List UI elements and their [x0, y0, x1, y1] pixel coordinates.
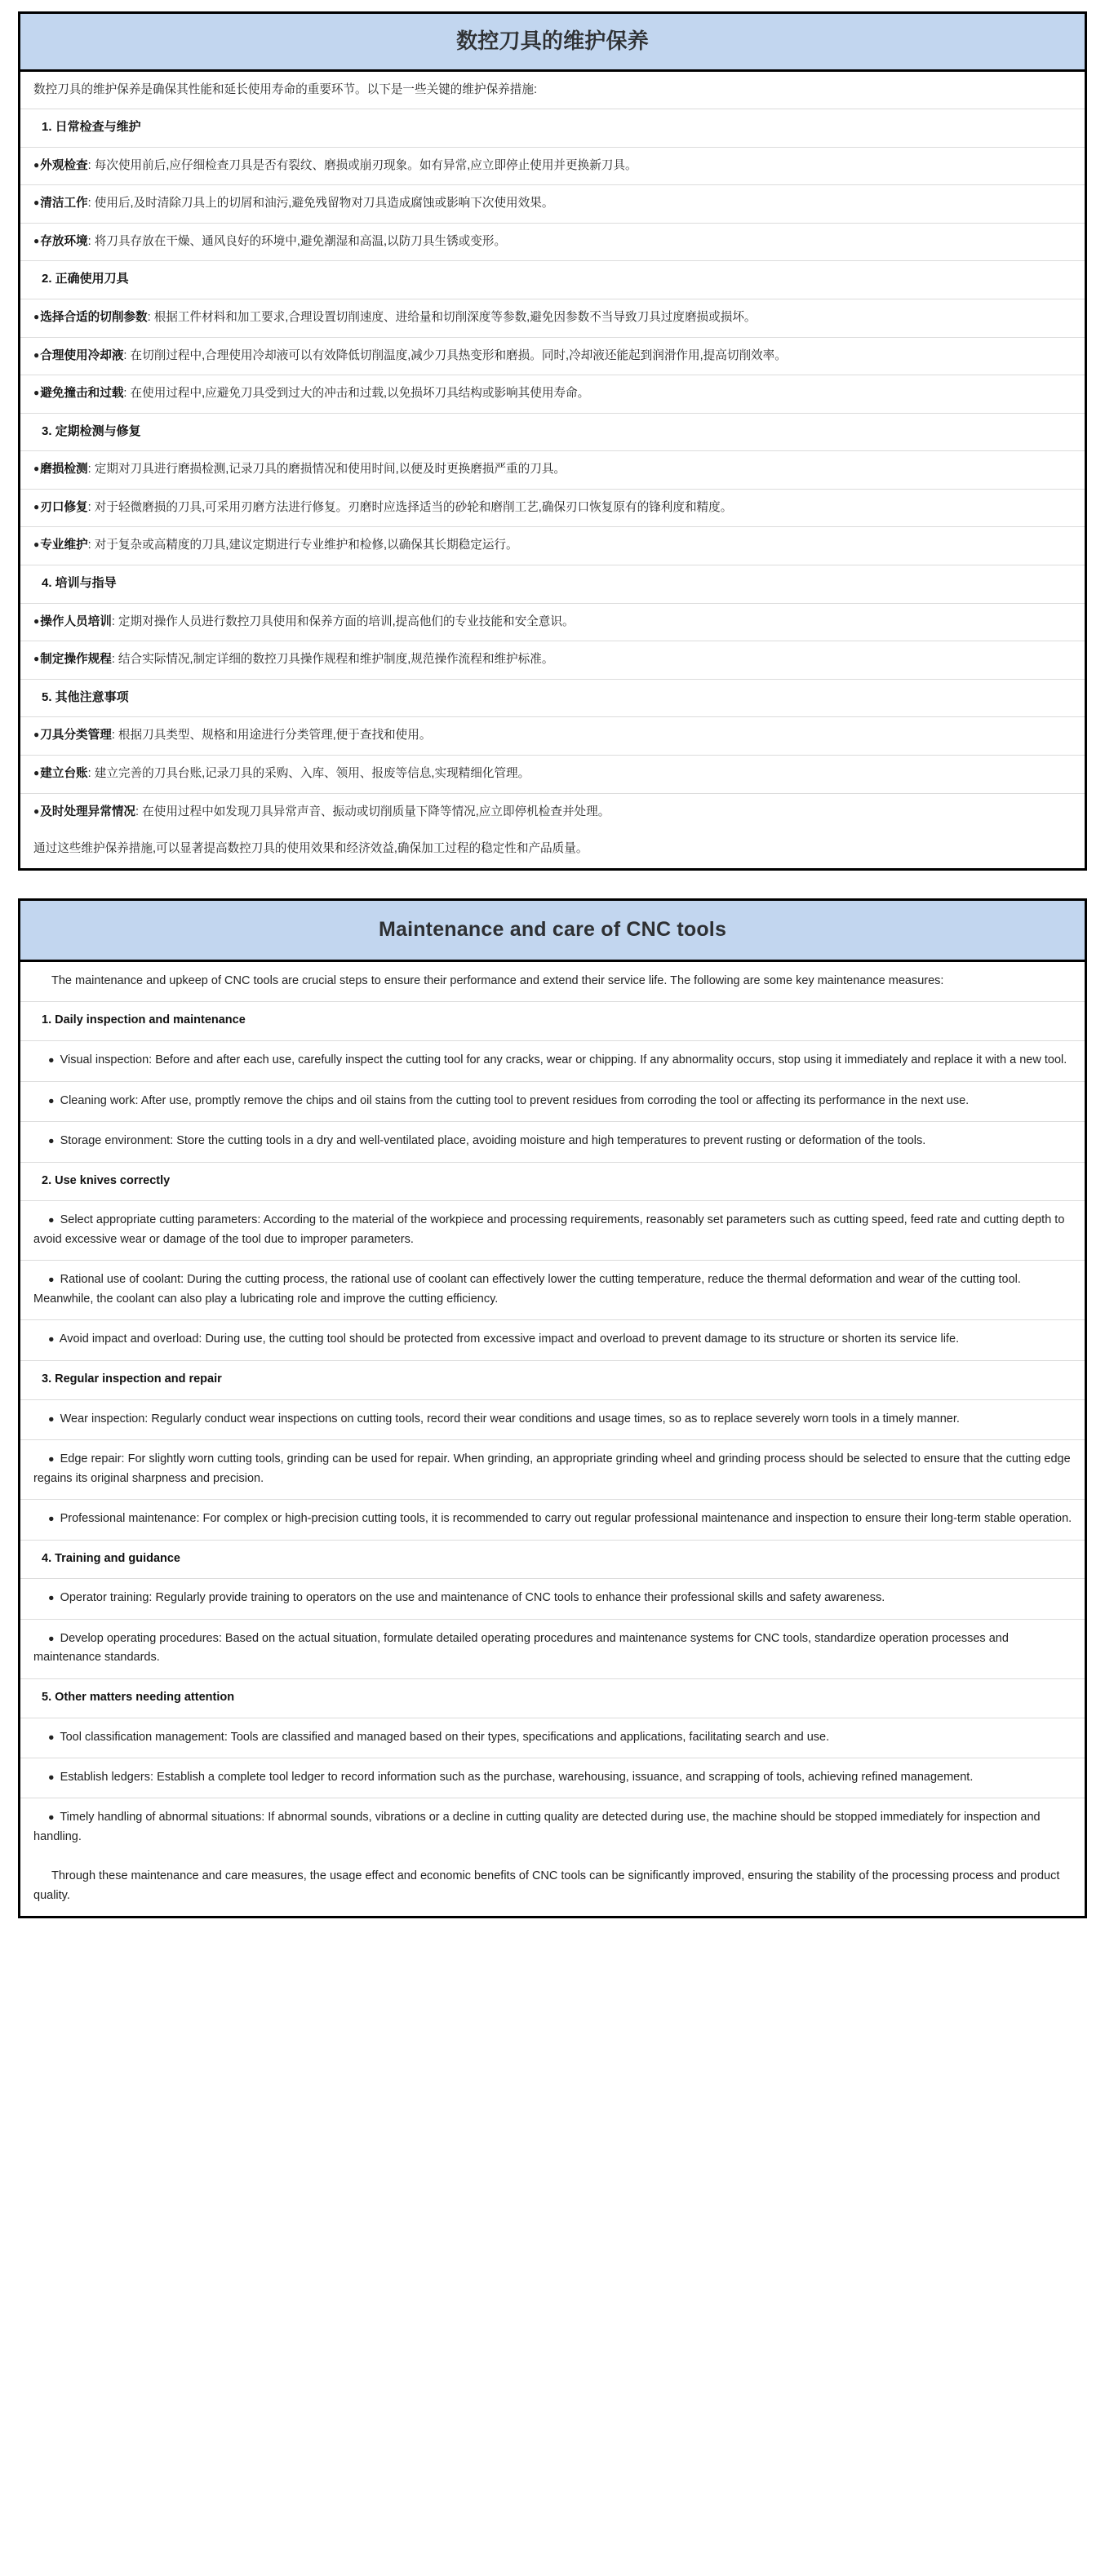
section-heading-row	[20, 261, 1085, 299]
bullet-row	[20, 1718, 1085, 1758]
bullet-text: : 在使用过程中,应避免刀具受到过大的冲击和过载,以免损坏刀具结构或影响其使用寿命。	[123, 387, 590, 401]
section-heading-row	[20, 1541, 1085, 1580]
bullet-label: 制定操作规程	[40, 653, 112, 667]
section-heading-row	[20, 565, 1085, 604]
chinese-article-panel	[18, 11, 1087, 871]
bullet-item	[33, 650, 1072, 669]
bullet-dot-icon: ●	[33, 197, 40, 209]
chinese-outro-row	[20, 831, 1085, 868]
bullet-dot-icon: ●	[33, 729, 40, 741]
bullet-dot-icon: ●	[33, 805, 40, 817]
bullet-text: : 建立完善的刀具台账,记录刀具的采购、入库、领用、报废等信息,实现精细化管理。	[87, 766, 530, 780]
bullet-text: Storage environment: Store the cutting tools in a dry and well-ventilated place, avoiding moisture and high temperatures to prevent rusting or deformation of the tools.	[56, 1134, 926, 1148]
bullet-text: Visual inspection: Before and after each use, carefully inspect the cutting tool for any cracks, wear or chipping. If any abnormality occurs, stop using it immediately and replace it with a new tool.	[56, 1053, 1067, 1067]
bullet-row	[20, 490, 1085, 528]
english-panel-header	[20, 901, 1085, 962]
bullet-text: : 使用后,及时清除刀具上的切屑和油污,避免残留物对刀具造成腐蚀或影响下次使用效果。	[87, 197, 554, 211]
bullet-item	[33, 1410, 1073, 1429]
bullet-text: Cleaning work: After use, promptly remove the chips and oil stains from the cutting tool to prevent residues from corroding the tool or affecting its performance in the next use.	[56, 1093, 970, 1107]
bullet-item	[33, 536, 1072, 555]
section-heading: 2. 正确使用刀具	[42, 272, 129, 286]
bullet-item	[33, 1092, 1073, 1111]
section-heading: 3. Regular inspection and repair	[42, 1372, 222, 1386]
bullet-dot-icon: ●	[33, 310, 40, 322]
chinese-panel-body	[20, 72, 1085, 868]
english-intro-row	[20, 962, 1085, 1002]
section-heading-row	[20, 109, 1085, 148]
bullet-dot-icon: ●	[33, 234, 40, 246]
bullet-item	[33, 1051, 1073, 1070]
bullet-text: Select appropriate cutting parameters: According to the material of the workpiece and processing requirements, reasonably set parameters such as cutting speed, feed rate and cutting depth to avoid excessive wear or damage of the tool due to improper parameters.	[33, 1213, 1065, 1246]
bullet-row	[20, 148, 1085, 186]
english-panel-body	[20, 962, 1085, 1916]
bullet-text: : 在切削过程中,合理使用冷却液可以有效降低切削温度,减少刀具热变形和磨损。同时,冷却液还能起到润滑作用,提高切削效率。	[123, 348, 787, 362]
bullet-text: Avoid impact and overload: During use, the cutting tool should be protected from excessive impact and overload to prevent damage to its structure or shorten its service life.	[56, 1332, 960, 1346]
bullet-label: 刀具分类管理	[40, 729, 112, 743]
bullet-item	[33, 308, 1072, 327]
bullet-label: 外观检查	[40, 158, 88, 172]
bullet-dot-icon: ●	[33, 387, 40, 399]
bullet-label: 专业维护	[40, 539, 88, 552]
bullet-item	[33, 765, 1072, 783]
bullet-label: 建立台账	[40, 766, 88, 780]
bullet-item	[33, 384, 1072, 403]
bullet-dot-icon: ●	[48, 1513, 55, 1525]
english-sections	[20, 1002, 1085, 1857]
bullet-row	[20, 1798, 1085, 1857]
bullet-dot-icon: ●	[48, 1632, 55, 1644]
bullet-row	[20, 1041, 1085, 1081]
bullet-row	[20, 604, 1085, 642]
bullet-item	[33, 460, 1072, 479]
bullet-dot-icon: ●	[48, 1731, 55, 1743]
bullet-row	[20, 375, 1085, 414]
english-intro-text: The maintenance and upkeep of CNC tools are crucial steps to ensure their performance and extend their service life. The following are some key maintenance measures:	[51, 974, 944, 987]
section-heading: 1. 日常检查与维护	[42, 120, 141, 135]
bullet-text: Rational use of coolant: During the cutting process, the rational use of coolant can effectively lower the cutting temperature, reduce the thermal deformation and wear of the cutting tool. Meanwhile, the coolant can also play a lubricating role and improve the cutting efficiency.	[33, 1273, 1021, 1306]
bullet-row	[20, 1620, 1085, 1679]
bullet-text: : 根据工件材料和加工要求,合理设置切削速度、进给量和切削深度等参数,避免因参数不当导致刀具过度磨损或损坏。	[147, 310, 757, 324]
bullet-dot-icon: ●	[33, 614, 40, 627]
bullet-text: : 将刀具存放在干燥、通风良好的环境中,避免潮湿和高温,以防刀具生锈或变形。	[87, 234, 507, 248]
bullet-text: Establish ledgers: Establish a complete tool ledger to record information such as the purchase, warehousing, issuance, and scrapping of tools, achieving refined management.	[56, 1770, 974, 1784]
english-article-panel	[18, 898, 1087, 1919]
section-heading: 4. 培训与指导	[42, 576, 117, 591]
section-heading-row	[20, 1163, 1085, 1202]
bullet-item	[33, 194, 1072, 213]
bullet-item	[33, 1728, 1073, 1747]
bullet-row	[20, 299, 1085, 338]
bullet-item	[33, 1589, 1073, 1607]
bullet-item	[33, 499, 1072, 517]
section-heading-row	[20, 680, 1085, 718]
chinese-intro-text: 数控刀具的维护保养是确保其性能和延长使用寿命的重要环节。以下是一些关键的维护保养措施:	[33, 82, 537, 96]
bullet-row	[20, 1440, 1085, 1500]
bullet-dot-icon: ●	[48, 1453, 55, 1465]
bullet-label: 刃口修复	[40, 500, 88, 514]
bullet-label: 及时处理异常情况	[40, 805, 136, 818]
bullet-item	[33, 1211, 1073, 1249]
bullet-row	[20, 1201, 1085, 1261]
bullet-item	[33, 1270, 1073, 1309]
section-heading: 4. Training and guidance	[42, 1551, 180, 1565]
bullet-label: 合理使用冷却液	[40, 348, 124, 362]
bullet-item	[33, 157, 1072, 175]
section-heading: 3. 定期检测与修复	[42, 423, 141, 438]
bullet-text: : 结合实际情况,制定详细的数控刀具操作规程和维护制度,规范操作流程和维护标准。	[111, 653, 554, 667]
bullet-text: : 对于复杂或高精度的刀具,建议定期进行专业维护和检修,以确保其长期稳定运行。	[87, 539, 518, 552]
bullet-dot-icon: ●	[48, 1094, 55, 1106]
bullet-row	[20, 527, 1085, 565]
bullet-dot-icon: ●	[48, 1214, 55, 1226]
section-heading: 5. Other matters needing attention	[42, 1690, 235, 1704]
bullet-text: : 定期对操作人员进行数控刀具使用和保养方面的培训,提高他们的专业技能和安全意识。	[111, 614, 575, 628]
bullet-dot-icon: ●	[33, 500, 40, 512]
bullet-dot-icon: ●	[48, 1135, 55, 1147]
bullet-item	[33, 803, 1072, 822]
section-heading: 2. Use knives correctly	[42, 1173, 171, 1187]
section-heading-row	[20, 414, 1085, 452]
bullet-row	[20, 1320, 1085, 1360]
bullet-row	[20, 338, 1085, 376]
bullet-text: : 在使用过程中如发现刀具异常声音、振动或切削质量下降等情况,应立即停机检查并处理。	[135, 805, 610, 818]
bullet-row	[20, 185, 1085, 224]
bullet-dot-icon: ●	[33, 463, 40, 475]
bullet-row	[20, 641, 1085, 680]
section-heading-row	[20, 1361, 1085, 1400]
chinese-intro-row	[20, 72, 1085, 110]
chinese-panel-title: 数控刀具的维护保养	[456, 29, 649, 53]
bullet-dot-icon: ●	[33, 539, 40, 551]
bullet-item	[33, 347, 1072, 366]
bullet-label: 避免撞击和过载	[40, 387, 124, 401]
bullet-row	[20, 1579, 1085, 1619]
section-heading-row	[20, 1679, 1085, 1718]
bullet-text: Wear inspection: Regularly conduct wear inspections on cutting tools, record their wear conditions and usage times, so as to replace severely worn tools in a timely manner.	[56, 1412, 960, 1425]
bullet-text: : 每次使用前后,应仔细检查刀具是否有裂纹、磨损或崩刃现象。如有异常,应立即停止使用并更换新刀具。	[87, 158, 637, 172]
bullet-dot-icon: ●	[48, 1771, 55, 1783]
bullet-text: Professional maintenance: For complex or high-precision cutting tools, it is recommended to carry out regular professional maintenance and inspection to ensure their long-term stable operation.	[56, 1512, 1072, 1526]
english-outro-row	[20, 1857, 1085, 1916]
bullet-dot-icon: ●	[48, 1412, 55, 1425]
bullet-item	[33, 613, 1072, 632]
english-outro-text: Through these maintenance and care measures, the usage effect and economic benefits of CNC tools can be significantly improved, ensuring the stability of the processing process and product quality.	[33, 1869, 1060, 1902]
bullet-item	[33, 1510, 1073, 1528]
bullet-dot-icon: ●	[33, 766, 40, 778]
bullet-dot-icon: ●	[48, 1811, 55, 1824]
bullet-text: Tool classification management: Tools are classified and managed based on their types, specifications and applications, facilitating search and use.	[56, 1730, 830, 1744]
bullet-label: 选择合适的切削参数	[40, 310, 148, 324]
bullet-text: : 根据刀具类型、规格和用途进行分类管理,便于查找和使用。	[111, 729, 432, 743]
bullet-label: 磨损检测	[40, 463, 88, 477]
bullet-dot-icon: ●	[48, 1054, 55, 1066]
bullet-row	[20, 451, 1085, 490]
section-heading: 1. Daily inspection and maintenance	[42, 1013, 246, 1027]
chinese-outro-text: 通过这些维护保养措施,可以显著提高数控刀具的使用效果和经济效益,确保加工过程的稳定性和产品质量。	[33, 842, 588, 856]
bullet-row	[20, 1261, 1085, 1320]
bullet-dot-icon: ●	[48, 1592, 55, 1604]
section-heading-row	[20, 1002, 1085, 1041]
bullet-label: 清洁工作	[40, 197, 88, 211]
bullet-text: Timely handling of abnormal situations: If abnormal sounds, vibrations or a decline in cutting quality are detected during use, the machine should be stopped immediately for inspection and handling.	[33, 1811, 1041, 1843]
bullet-row	[20, 224, 1085, 262]
bullet-item	[33, 1768, 1073, 1787]
bullet-row	[20, 756, 1085, 794]
bullet-text: : 定期对刀具进行磨损检测,记录刀具的磨损情况和使用时间,以便及时更换磨损严重的刀具。	[87, 463, 566, 477]
bullet-item	[33, 1330, 1073, 1349]
bullet-item	[33, 1132, 1073, 1151]
chinese-panel-header	[20, 14, 1085, 72]
bullet-label: 操作人员培训	[40, 614, 112, 628]
bullet-dot-icon: ●	[33, 158, 40, 171]
bullet-row	[20, 794, 1085, 831]
bullet-dot-icon: ●	[48, 1333, 55, 1346]
bullet-text: Develop operating procedures: Based on the actual situation, formulate detailed operating procedures and maintenance systems for CNC tools, standardize operation processes and maintenance standards.	[33, 1631, 1009, 1665]
bullet-row	[20, 1122, 1085, 1162]
bullet-text: Operator training: Regularly provide training to operators on the use and maintenance of CNC tools to enhance their professional skills and safety awareness.	[56, 1591, 885, 1605]
bullet-row	[20, 717, 1085, 756]
bullet-text: Edge repair: For slightly worn cutting tools, grinding can be used for repair. When grinding, an appropriate grinding wheel and grinding process should be selected to ensure that the cutting edge regains its original sharpness and precision.	[33, 1452, 1071, 1485]
bullet-dot-icon: ●	[33, 348, 40, 361]
chinese-sections	[20, 109, 1085, 831]
english-panel-title: Maintenance and care of CNC tools	[378, 917, 727, 941]
bullet-label: 存放环境	[40, 234, 88, 248]
bullet-item	[33, 726, 1072, 745]
bullet-item	[33, 1808, 1073, 1847]
bullet-row	[20, 1400, 1085, 1440]
bullet-item	[33, 233, 1072, 251]
section-heading: 5. 其他注意事项	[42, 689, 129, 704]
bullet-row	[20, 1082, 1085, 1122]
bullet-dot-icon: ●	[33, 653, 40, 665]
bullet-dot-icon: ●	[48, 1274, 55, 1286]
bullet-row	[20, 1758, 1085, 1798]
bullet-item	[33, 1450, 1073, 1488]
bullet-row	[20, 1500, 1085, 1540]
bullet-item	[33, 1629, 1073, 1668]
bullet-text: : 对于轻微磨损的刀具,可采用刃磨方法进行修复。刃磨时应选择适当的砂轮和磨削工艺,确保刃口恢复原有的锋利度和精度。	[87, 500, 733, 514]
